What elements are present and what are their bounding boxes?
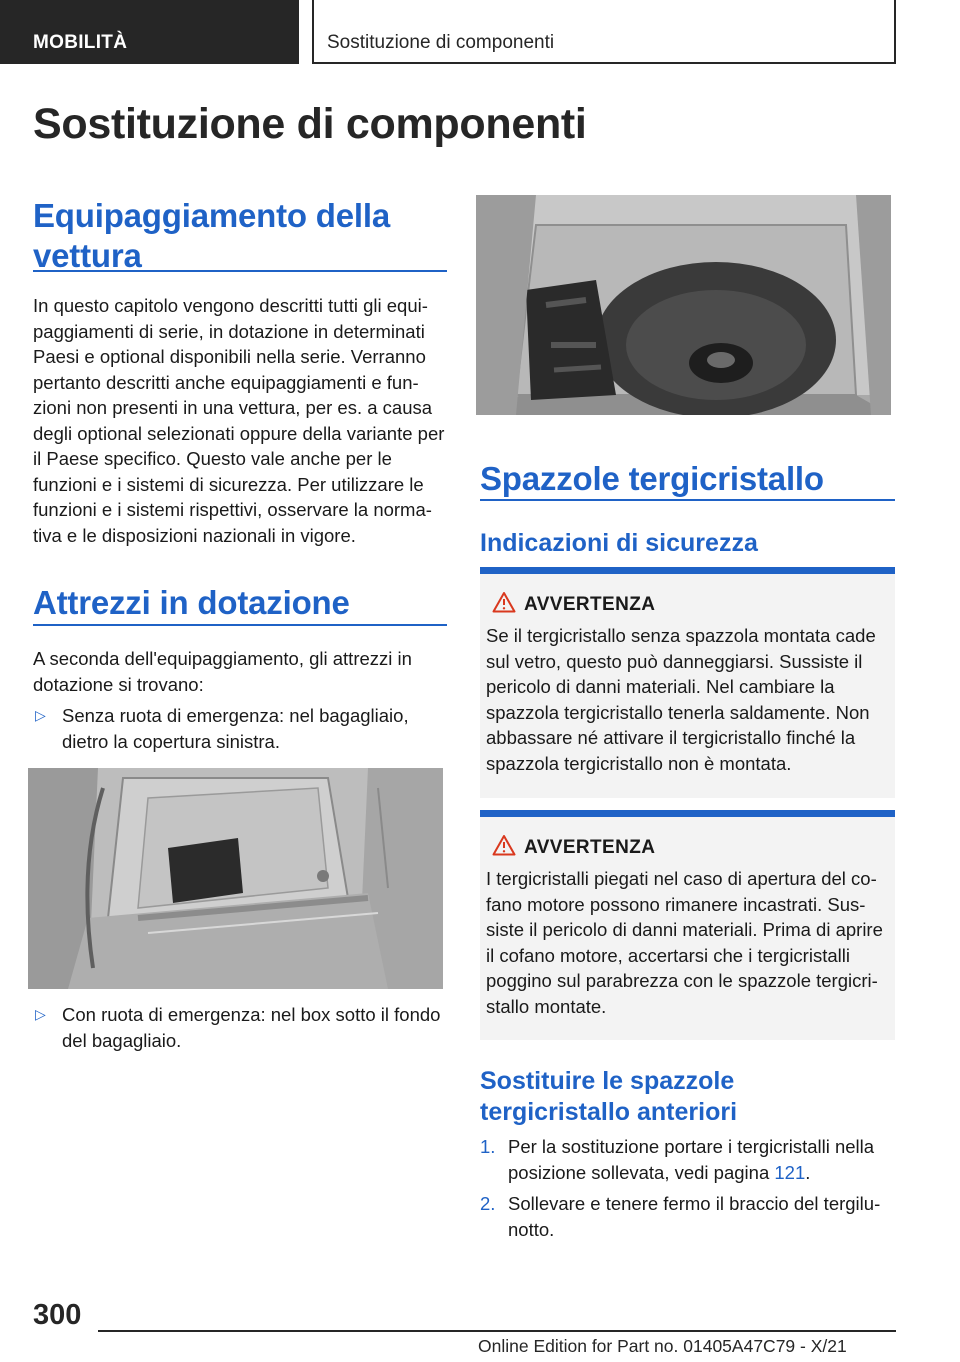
warning-box-1 [480,567,895,798]
warning-triangle-icon [492,591,516,613]
warning-triangle-icon [492,834,516,856]
wipers-heading-rule [480,499,895,501]
trunk-side-cover-image [28,768,443,989]
bullet-arrow-icon: ▷ [35,1006,46,1022]
step-end: . [805,1161,811,1183]
equip-heading: Equipaggiamento della vettura [33,197,391,274]
bullet-item-no-spare [33,703,447,754]
chapter-tab: Sostituzione di componenti [312,0,896,64]
replace-heading: Sostituire le spazzole tergicristallo anteriori [480,1067,738,1126]
page-header [0,0,960,66]
section-tab: MOBILITÀ [0,0,299,64]
equip-heading-rule [33,270,447,272]
safety-heading: Indicazioni di sicurezza [480,529,758,557]
step-number: 1. [480,1136,496,1157]
edition-text: Online Edition for Part no. 01405A47C79 - X/21 [478,1336,847,1356]
step-number: 2. [480,1193,496,1214]
step-text: Per la sostituzione portare i tergicristalli nella posizione sollevata, vedi pagina [508,1136,875,1183]
step-2 [480,1191,895,1242]
tools-paragraph: A seconda dell'equipaggiamento, gli attrezzi in dotazione si trovano: [33,648,412,695]
warning-text: Se il tergicristallo senza spazzola montata cade sul vetro, questo può danneggiarsi. Sussiste il pericolo di danni materiali. Nel cambiare la spazzola tergicristallo tenerla saldamente. Non abbassare né attivare il tergicristallo finché la spazzola tergicristallo non è montata. [486,625,876,774]
page-link[interactable]: 121 [774,1161,806,1183]
bullet-text: Con ruota di emergenza: nel box sotto il fondo del bagagliaio. [62,1004,441,1051]
page-title: Sostituzione di componenti [33,100,587,148]
warning-title: AVVERTENZA [524,594,656,615]
step-text: Sollevare e tenere fermo il braccio del tergilu- notto. [508,1193,881,1240]
warning-text: I tergicristalli piegati nel caso di apertura del co- fano motore possono rimanere incastrati. Sus- siste il pericolo di danni materiali. Prima di aprire il cofano motore, accertarsi che i tergicristalli poggino sul parabrezza con le spazzole tergicri- stallo montate. [486,868,883,1017]
warning-title: AVVERTENZA [524,837,656,858]
bullet-arrow-icon: ▷ [35,707,46,723]
spare-wheel-box-image [476,195,891,415]
footer-rule [98,1330,896,1332]
bullet-item-with-spare [33,1002,447,1053]
step-1 [480,1134,895,1185]
tools-heading-rule [33,624,447,626]
page-number: 300 [33,1299,82,1331]
bullet-text: Senza ruota di emergenza: nel bagagliaio, dietro la copertura sinistra. [62,705,409,752]
equip-paragraph: In questo capitolo vengono descritti tutti gli equi- paggiamenti di serie, in dotazione in determinati Paesi e optional disponibili nella serie. Verranno pertanto descritti anche equipaggiamenti e fun- zioni non presenti in una vettura, per es. a causa degli optional selezionati oppure della variante per il Paese specifico. Questo vale anche per le funzioni e i sistemi di sicurezza. Per utilizzare le funzioni e i sistemi rispettivi, osservare la norma- tiva e le disposizioni nazionali in vigore. [33,295,445,546]
tools-heading: Attrezzi in dotazione [33,584,350,621]
warning-box-2 [480,810,895,1040]
wipers-heading: Spazzole tergicristallo [480,460,824,497]
